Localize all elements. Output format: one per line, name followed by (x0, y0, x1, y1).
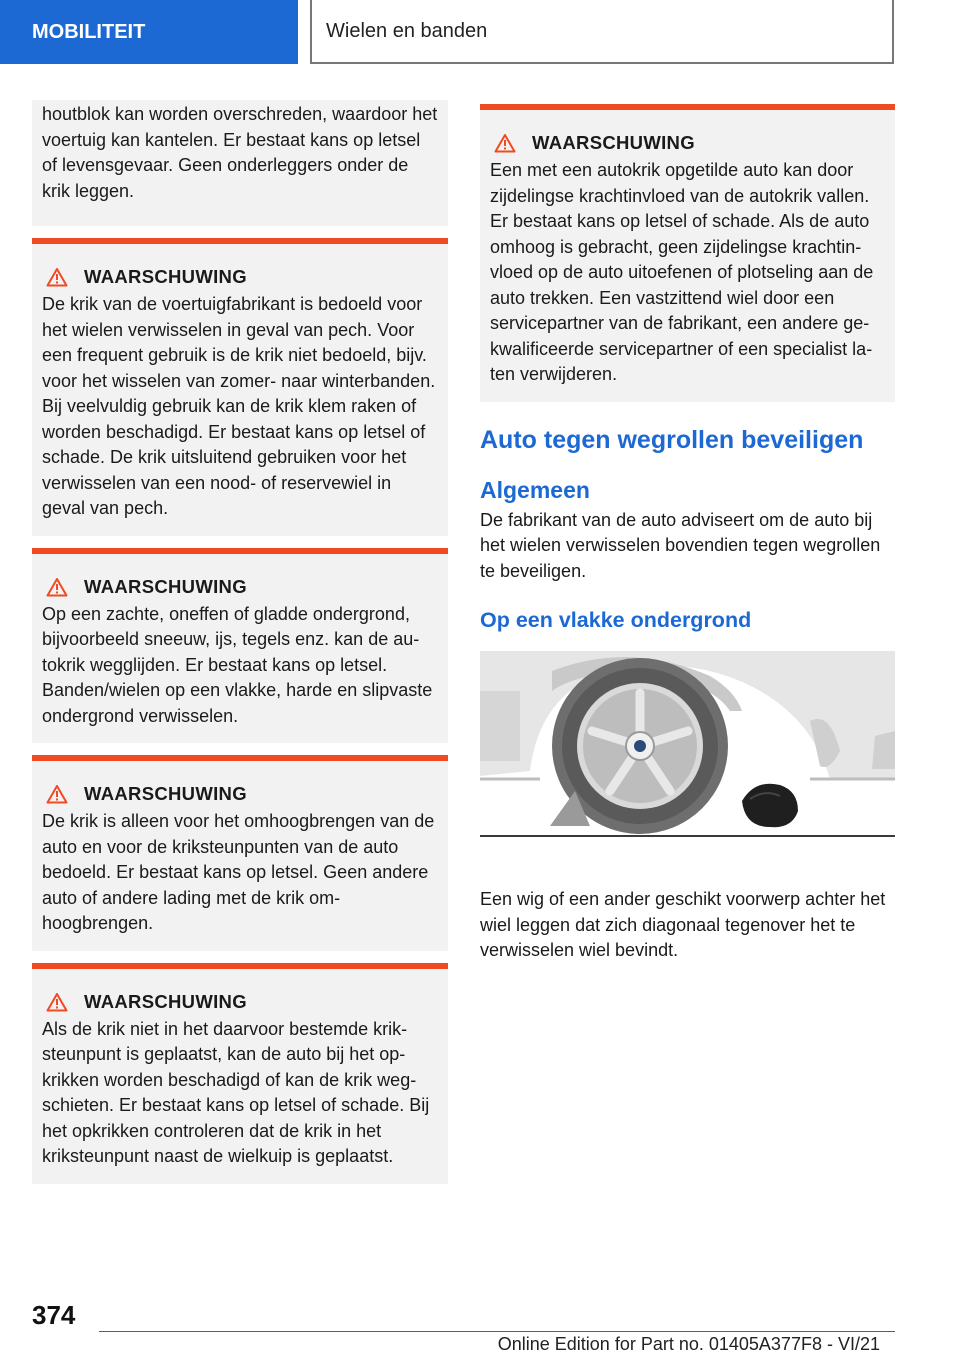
intro-text: houtblok kan worden overschreden, waardoor het voertuig kan kantelen. Er bestaat kans op letsel of levensgevaar. Geen onderleggers onder de krik leggen. (42, 104, 438, 201)
warning-triangle-icon (494, 133, 516, 153)
warning-text: Een met een autokrik opgetilde auto kan door zijdelingse krachtinvloed van de autokrik vallen. Er bestaat kans op letsel of schade. Als de auto omhoog is gebracht, geen zijdelingse krachtinvloed op de auto uitoefenen of plotseling aan de auto trekken. Een vastzittend wiel door een servicepartner van de fabrikant, een andere gekwalificeerde servicepartner of een specialist laten verwijderen. (490, 160, 874, 384)
general-paragraph: De fabrikant van de auto adviseert om de auto bij het wielen verwisselen bovendien tegen wegrollen te beveiligen. (480, 509, 881, 581)
warning-title: WAARSCHUWING (532, 132, 695, 154)
warning-triangle-icon (46, 577, 68, 597)
chapter-title: Wielen en banden (310, 0, 894, 64)
subheading-general: Algemeen (480, 476, 590, 503)
warning-text: De krik is alleen voor het omhoogbrengen van de auto en voor de kriksteunpunten van de auto bedoeld. Er bestaat kans op letsel. Geen andere auto of andere lading met de krik omhoogbrengen. (42, 811, 435, 933)
warning-title: WAARSCHUWING (84, 783, 247, 805)
warning-box (32, 755, 448, 951)
footer-divider (99, 1331, 895, 1332)
warning-text: Als de krik niet in het daarvoor bestemde kriksteunpunt is geplaatst, kan de auto bij het opkrikken worden beschadigd of kan de krik wegschieten. Er bestaat kans op letsel of schade. Bij het opkrikken controleren dat de krik in het kriksteunpunt naast de wielkuip is geplaatst. (42, 1018, 430, 1166)
warning-title: WAARSCHUWING (84, 266, 247, 288)
page-number: 374 (32, 1300, 76, 1330)
warning-box (32, 963, 448, 1184)
wheel-chock-paragraph: Een wig of een ander geschikt voorwerp achter het wiel leggen dat zich diagonaal tegenover het te verwisselen wiel bevindt. (480, 889, 886, 960)
warning-box (480, 104, 895, 402)
warning-triangle-icon (46, 267, 68, 287)
warning-triangle-icon (46, 784, 68, 804)
warning-title: WAARSCHUWING (84, 990, 247, 1012)
intro-box (32, 100, 448, 226)
warning-title: WAARSCHUWING (84, 575, 247, 597)
warning-triangle-icon (46, 992, 68, 1012)
footer-edition: Online Edition for Part no. 01405A377F8 - VI/21 (497, 1334, 880, 1354)
warning-text: Op een zachte, oneffen of gladde ondergrond, bijvoorbeeld sneeuw, ijs, tegels enz. kan de autokrik wegglijden. Er bestaat kans op letsel. Banden/wielen op een vlakke, harde en slipvaste ondergrond verwisselen. (42, 603, 433, 726)
left-column (32, 100, 448, 1184)
warning-box (32, 238, 448, 536)
wheel-chock-illustration (480, 651, 895, 835)
right-column (480, 104, 895, 964)
subheading-flat-surface: Op een vlakke ondergrond (480, 608, 752, 632)
warning-box (32, 548, 448, 744)
section-title: MOBILITEIT (0, 0, 298, 64)
section-heading: Auto tegen wegrollen beveiligen (480, 425, 864, 454)
warning-text: De krik van de voertuigfabrikant is bedoeld voor het wielen verwisselen in geval van pech. Voor een frequent gebruik is de krik niet bedoeld, bijv. voor het wisselen van zomer- naar winterbanden. Bij veelvuldig gebruik kan de krik klem raken of worden beschadigd. Er bestaat kans op letsel of schade. De krik uitsluitend gebruiken voor het verwisselen van een nood- of reservewiel in geval van pech. (42, 294, 436, 518)
